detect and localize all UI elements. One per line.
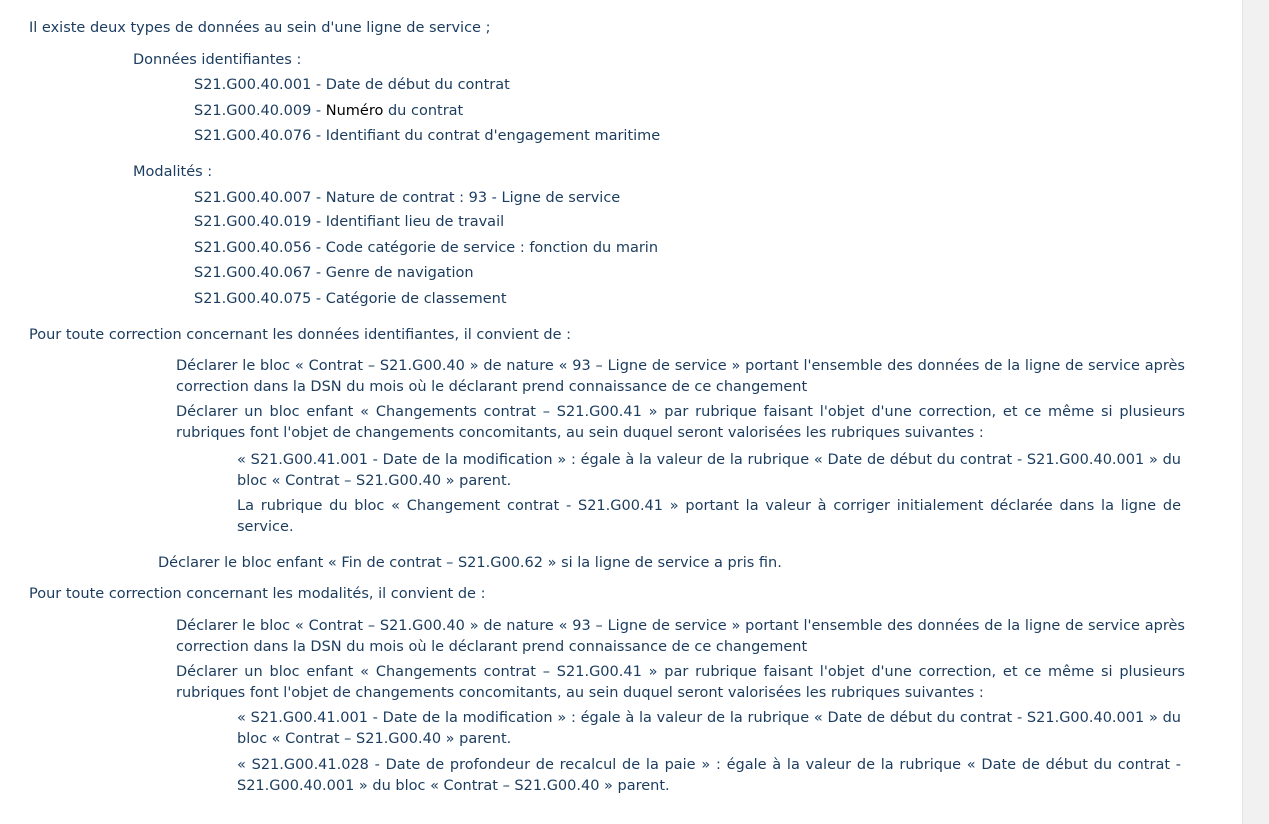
correction-substep: La rubrique du bloc « Changement contrat - S21.G00.41 » portant la valeur à corriger initialement déclarée dans la ligne de service. — [237, 498, 1181, 535]
modalites-heading: Modalités : — [133, 164, 213, 180]
identifiantes-heading: Données identifiantes : — [133, 52, 302, 68]
modalites-item: S21.G00.40.007 - Nature de contrat : 93 - Ligne de service — [194, 190, 621, 206]
identifiantes-item: S21.G00.40.076 - Identifiant du contrat d'engagement maritime — [194, 128, 661, 144]
modalites-item: S21.G00.40.067 - Genre de navigation — [194, 265, 474, 281]
correction-step: Déclarer un bloc enfant « Changements contrat – S21.G00.41 » par rubrique faisant l'objet d'une correction, et ce même si plusieurs rubriques font l'objet de changements concomitants, au sein duquel seront valorisées les rubriques suivantes : — [176, 664, 1185, 701]
identifiantes-item — [194, 101, 463, 121]
modalites-item: S21.G00.40.019 - Identifiant lieu de travail — [194, 214, 505, 230]
correction-step: Déclarer le bloc « Contrat – S21.G00.40 » de nature « 93 – Ligne de service » portant l'ensemble des données de la ligne de service après correction dans la DSN du mois où le déclarant prend connaissance de ce changement — [176, 358, 1185, 395]
correction-modalites-heading: Pour toute correction concernant les modalités, il convient de : — [29, 586, 486, 602]
fin-contrat-step: Déclarer le bloc enfant « Fin de contrat – S21.G00.62 » si la ligne de service a pris fin. — [158, 555, 782, 571]
vertical-scrollbar[interactable] — [1242, 0, 1269, 824]
correction-substep: « S21.G00.41.001 - Date de la modification » : égale à la valeur de la rubrique « Date de début du contrat - S21.G00.40.001 » du bloc « Contrat – S21.G00.40 » parent. — [237, 452, 1181, 489]
correction-identifiantes-heading: Pour toute correction concernant les données identifiantes, il convient de : — [29, 327, 572, 343]
correction-step: Déclarer un bloc enfant « Changements contrat – S21.G00.41 » par rubrique faisant l'objet d'une correction, et ce même si plusieurs rubriques font l'objet de changements concomitants, au sein duquel seront valorisées les rubriques suivantes : — [176, 404, 1185, 441]
modalites-item: S21.G00.40.075 - Catégorie de classement — [194, 291, 507, 307]
correction-substep: « S21.G00.41.028 - Date de profondeur de recalcul de la paie » : égale à la valeur de la rubrique « Date de début du contrat - S21.G00.40.001 » du bloc « Contrat – S21.G00.40 » parent. — [237, 757, 1181, 794]
identifiantes-item: S21.G00.40.001 - Date de début du contrat — [194, 77, 510, 93]
intro-text: Il existe deux types de données au sein d'une ligne de service ; — [29, 20, 491, 36]
correction-step: Déclarer le bloc « Contrat – S21.G00.40 » de nature « 93 – Ligne de service » portant l'ensemble des données de la ligne de service après correction dans la DSN du mois où le déclarant prend connaissance de ce changement — [176, 618, 1185, 655]
numero-highlight: Numéro — [325, 103, 384, 119]
identifiantes-item-rest: du contrat — [383, 103, 464, 119]
correction-substep: « S21.G00.41.001 - Date de la modification » : égale à la valeur de la rubrique « Date de début du contrat - S21.G00.40.001 » du bloc « Contrat – S21.G00.40 » parent. — [237, 710, 1181, 747]
identifiantes-item-code: S21.G00.40.009 - — [194, 103, 326, 119]
modalites-item: S21.G00.40.056 - Code catégorie de service : fonction du marin — [194, 240, 659, 256]
